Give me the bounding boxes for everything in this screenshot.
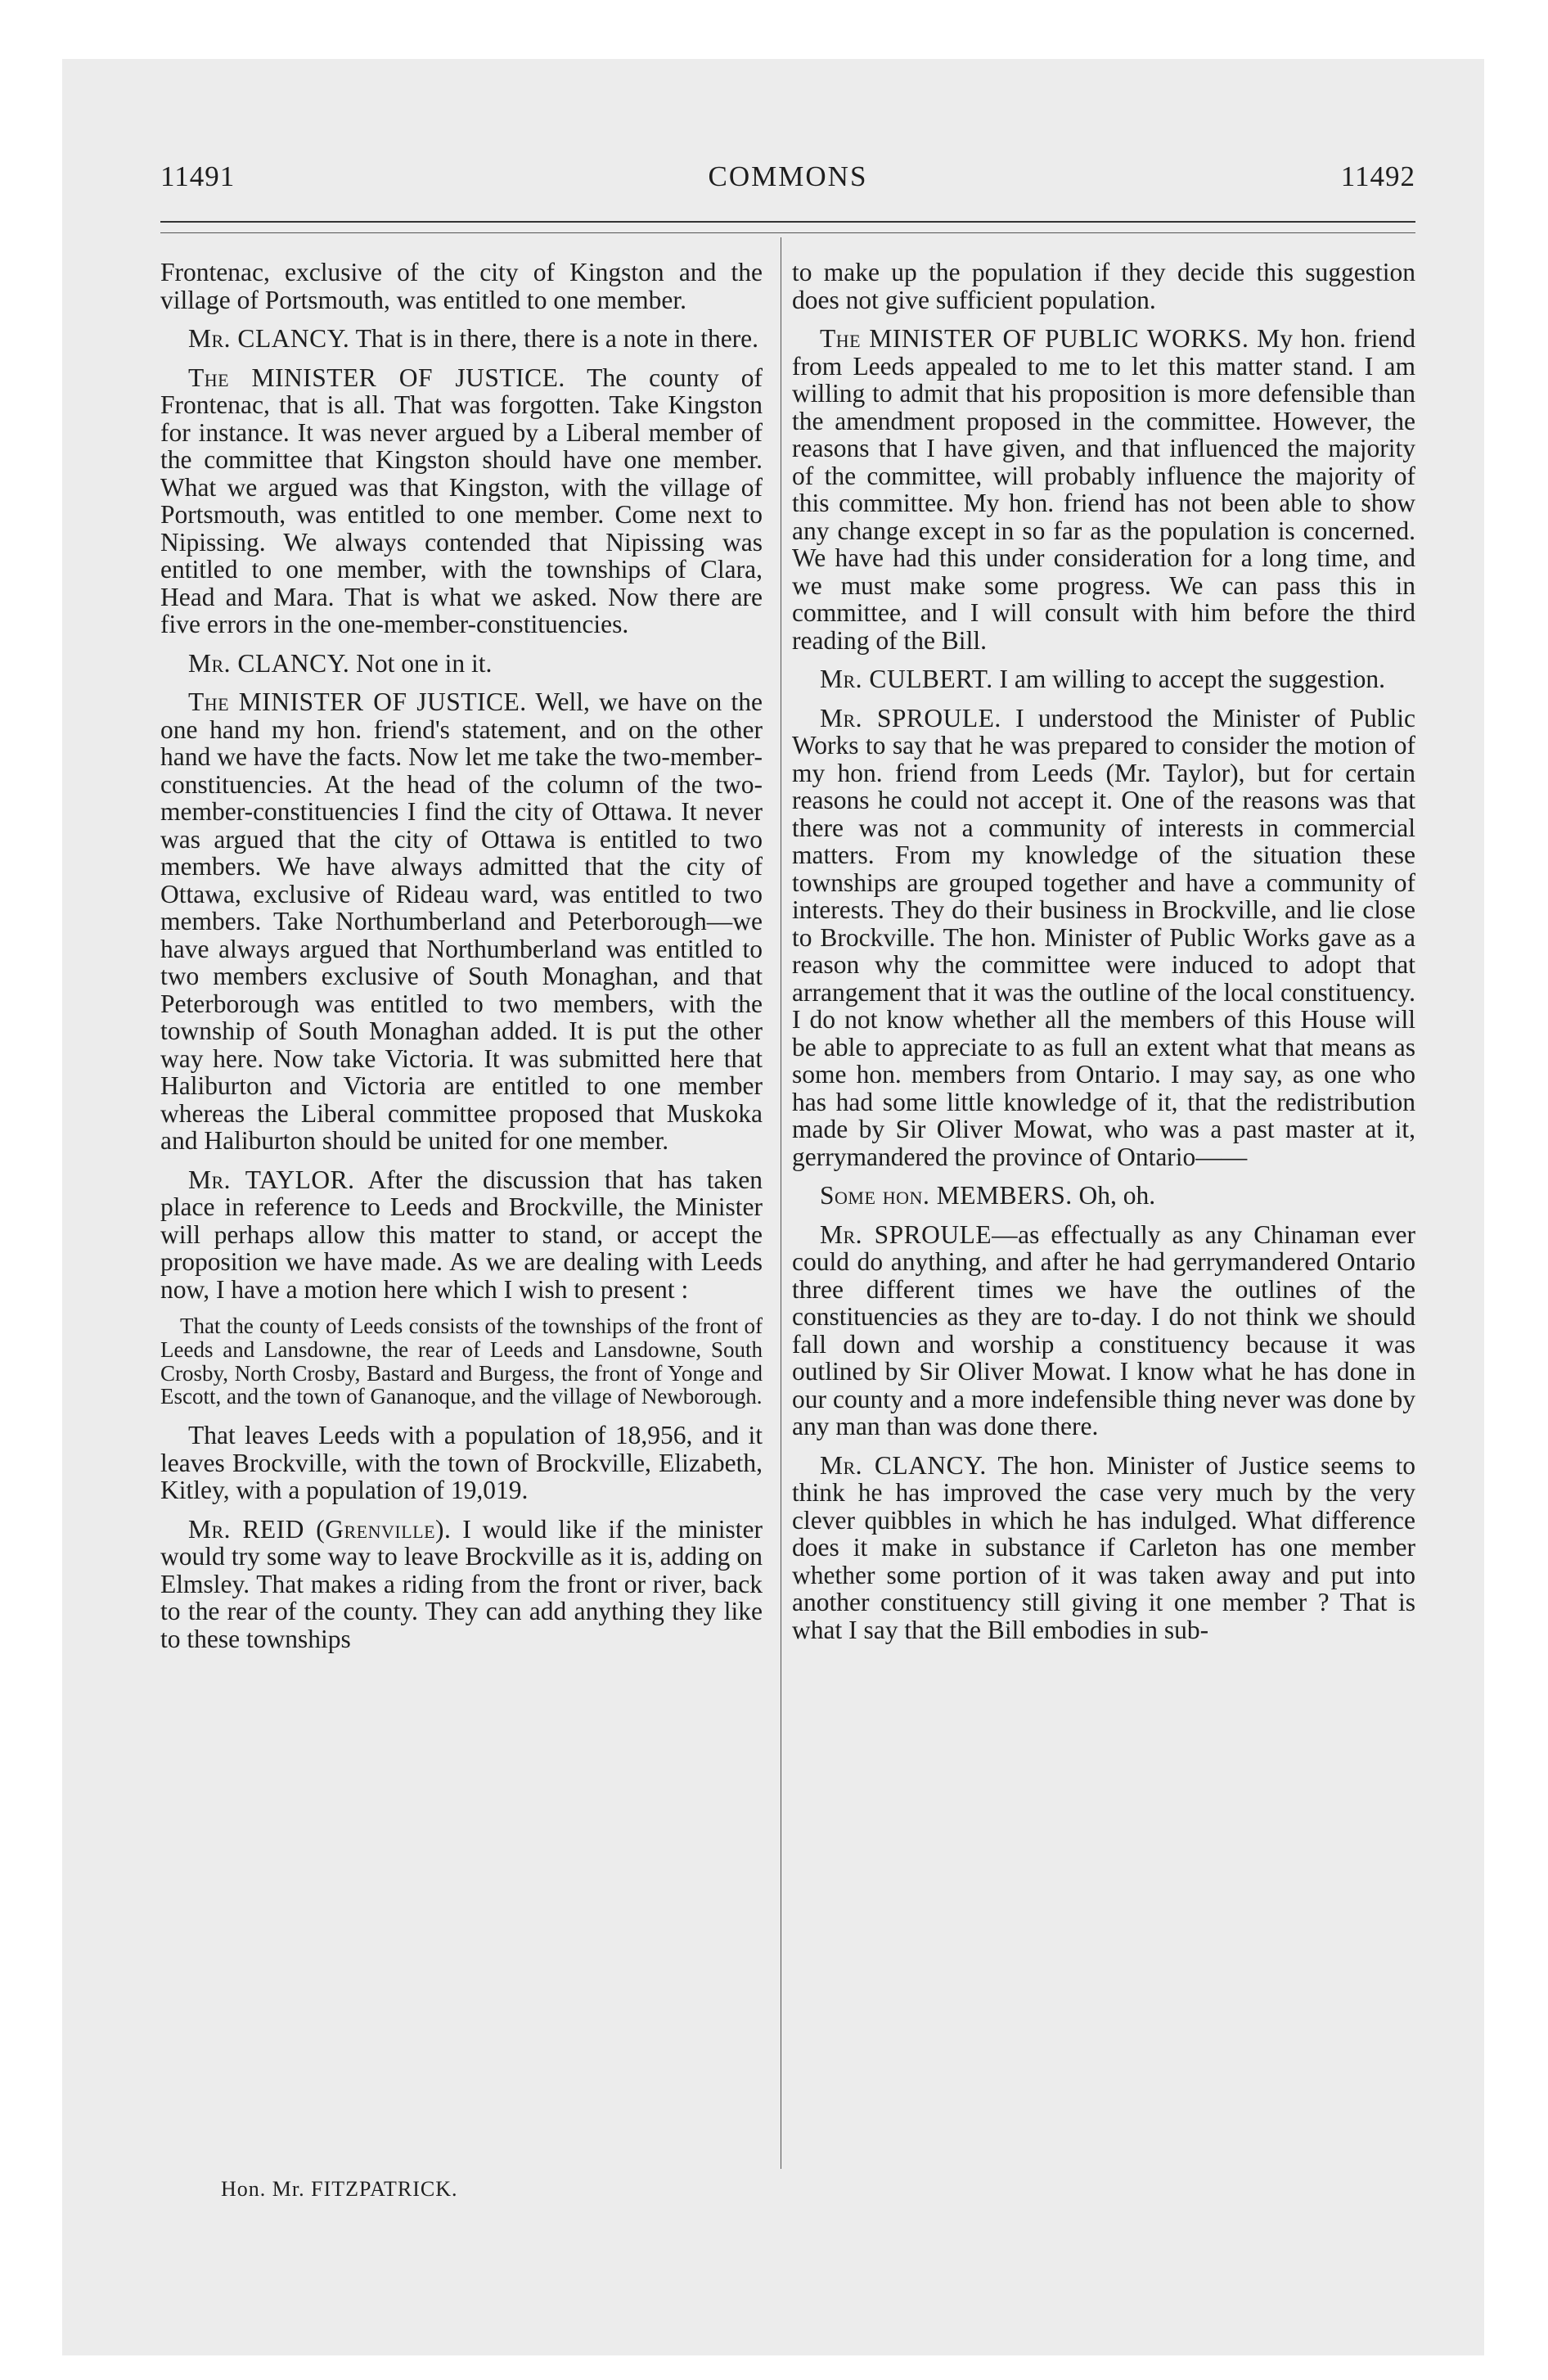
right-column xyxy=(792,259,1415,1655)
paragraph: The MINISTER OF PUBLIC WORKS. My hon. friend from Leeds appealed to me to let this matter stand. I am willing to admit that his proposition is more defensible than the amendment proposed in the committee. However, the reasons that I have given, and that influenced the majority of the committee, will probably influence the majority of this committee. My hon. friend has not been able to show any change except in so far as the population is concerned. We have had this under consideration for a long time, and we must make some progress. We can pass this in committee, and I will consult with him before the third reading of the Bill. xyxy=(792,324,1415,655)
paragraph: That leaves Leeds with a population of 18,956, and it leaves Brockville, with the town of Brockville, Elizabeth, Kitley, with a population of 19,019. xyxy=(160,1421,763,1505)
paragraph: Mr. CULBERT. I am willing to accept the suggestion. xyxy=(820,665,1385,693)
speaker-name: The MINISTER OF JUSTICE. xyxy=(188,687,527,716)
paragraph: The MINISTER OF JUSTICE. The county of Frontenac, that is all. That was forgotten. Take Kingston for instance. It was never argued by a Liberal member of the committee that Kingston should have one member. What we argued was that Kingston, with the village of Portsmouth, was entitled to one member. Come next to Nipissing. We always contended that Nipissing was entitled to one member, with the townships of Clara, Head and Mara. That is what we asked. Now there are five errors in the one-member-constituencies. xyxy=(160,363,763,638)
paragraph: Mr. REID (Grenville). I would like if the minister would try some way to leave Brockville as it is, adding on Elmsley. That makes a riding from the front or river, back to the rear of the county. They can add anything they like to these townships xyxy=(160,1514,763,1653)
page-title: COMMONS xyxy=(708,160,868,192)
paragraph: Mr. SPROULE—as effectually as any Chinaman ever could do anything, and after he had gerrymandered Ontario three different times we have the outlines of the constituencies as they are to-day. I do not think we should fall down and worship a constituency because it was outlined by Sir Oliver Mowat. I know what he has done in our county and a more indefensible thing never was done by any man than was done there. xyxy=(792,1219,1415,1440)
right-page-number: 11492 xyxy=(1340,160,1415,192)
paragraph: The MINISTER OF JUSTICE. Well, we have on the one hand my hon. friend's statement, and on the other hand we have the facts. Now let me take the two-member-constituencies. At the head of the column of the two-member-constituencies I find the city of Ottawa. It never was argued that the city of Ottawa is entitled to two members. We have always admitted that the city of Ottawa, exclusive of Rideau ward, was entitled to two members. Take Northumberland and Peterborough—we have always argued that Northumberland was entitled to two members exclusive of South Monaghan, and that Peterborough was entitled to two members, with the township of South Monaghan added. It is put the other way here. Now take Victoria. It was submitted here that Haliburton and Victoria are entitled to one member whereas the Liberal committee proposed that Muskoka and Haliburton should be united for one member. xyxy=(160,687,763,1155)
speaker-name: Mr. SPROULE. xyxy=(820,703,1001,732)
speaker-name: Mr. TAYLOR. xyxy=(188,1165,355,1194)
left-page-number: 11491 xyxy=(160,160,236,192)
speaker-name: Mr. CLANCY. xyxy=(188,324,350,353)
speaker-name: Mr. SPROULE— xyxy=(820,1219,1019,1249)
running-header xyxy=(160,156,1415,196)
paragraph: Mr. CLANCY. Not one in it. xyxy=(188,648,493,678)
header-rule-thin xyxy=(160,232,1415,233)
paragraph: Mr. SPROULE. I understood the Minister of Public Works to say that he was prepared to consider the motion of my hon. friend from Leeds (Mr. Taylor), but for certain reasons he could not accept it. One of the reasons was that there was not a community of interests in commercial matters. From my knowledge of the situation these townships are grouped together and have a community of interests. They do their business in Brockville, and lie close to Brockville. The hon. Minister of Public Works gave as a reason why the committee were induced to adopt that arrangement that it was the outline of the local constituency. I do not know whether all the members of this House will be able to appreciate to as full an extent what that means as some hon. members from Ontario. I may say, as one who has had some little knowledge of it, that the redistribution made by Sir Oliver Mowat, who was a past master at it, gerrymandered the province of Ontario—— xyxy=(792,703,1415,1171)
speaker-name: Mr. CLANCY. xyxy=(820,1450,987,1480)
paragraph: Frontenac, exclusive of the city of Kingston and the village of Portsmouth, was entitled to one member. xyxy=(160,258,763,314)
paragraph: Mr. CLANCY. The hon. Minister of Justice seems to think he has improved the case very much by the very clever quibbles in which he has indulged. What difference does it make in substance if Carleton has one member whether some portion of it was taken away and put into another constituency still giving it one member ? That is what I say that the Bill embodies in sub- xyxy=(792,1450,1415,1644)
hansard-page xyxy=(160,156,1415,2218)
paragraph: Mr. TAYLOR. After the discussion that has taken place in reference to Leeds and Brockville, the Minister will perhaps allow this matter to stand, or accept the proposition we have made. As we are dealing with Leeds now, I have a motion here which I wish to present : xyxy=(160,1165,763,1304)
paragraph: Mr. CLANCY. That is in there, there is a note in there. xyxy=(188,324,759,353)
speaker-name: Mr. CLANCY. xyxy=(188,648,350,678)
paragraph: Some hon. MEMBERS. Oh, oh. xyxy=(820,1181,1156,1210)
left-column xyxy=(160,259,763,1664)
speaker-name: Mr. REID (Grenville). xyxy=(188,1514,452,1544)
speaker-name: The MINISTER OF PUBLIC WORKS. xyxy=(820,324,1249,353)
header-rule xyxy=(160,221,1415,223)
paragraph: to make up the population if they decide this suggestion does not give sufficient population. xyxy=(792,258,1415,314)
footer-speaker-catchword: Hon. Mr. FITZPATRICK. xyxy=(221,2177,458,2201)
motion-quote: That the county of Leeds consists of the townships of the front of Leeds and Lansdowne, the rear of Leeds and Lansdowne, South Crosby, North Crosby, Bastard and Burgess, the front of Yonge and Escott, and the town of Gananoque, and the village of Newborough. xyxy=(160,1314,763,1409)
speaker-name: The MINISTER OF JUSTICE. xyxy=(188,363,565,392)
speaker-name: Some hon. MEMBERS. xyxy=(820,1181,1073,1210)
speaker-name: Mr. CULBERT. xyxy=(820,665,993,693)
